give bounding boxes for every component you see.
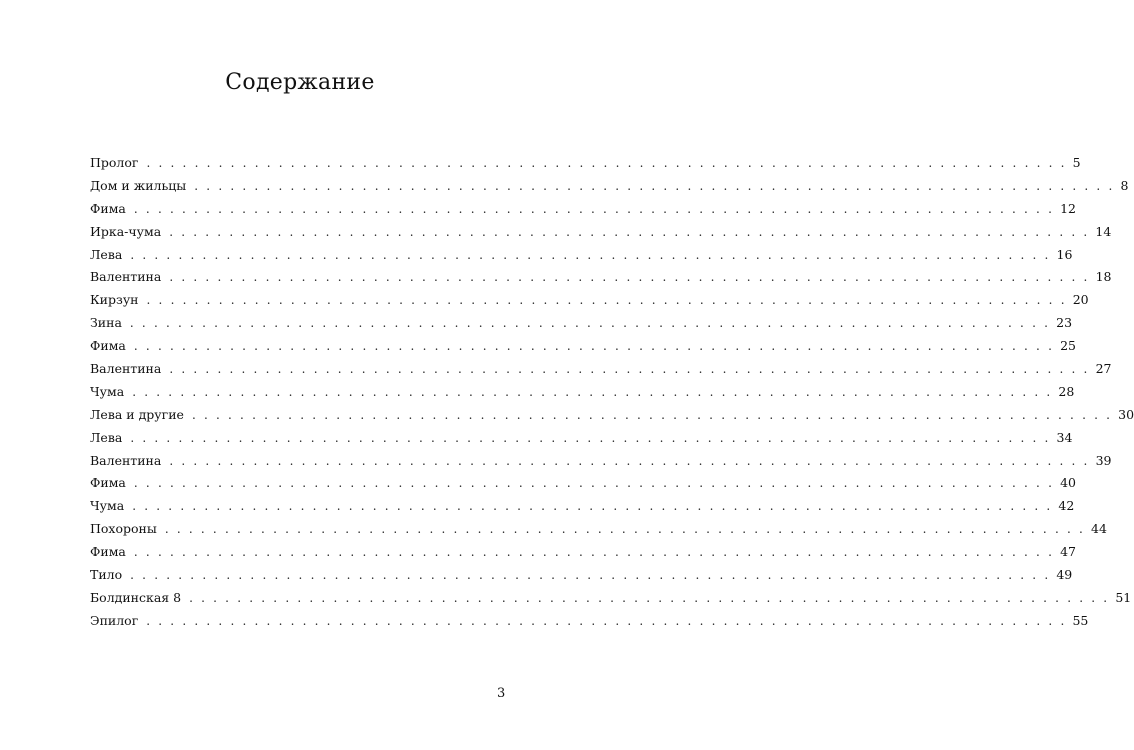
toc-entry-title: Болдинская 8 bbox=[90, 589, 182, 605]
toc-entry-page: 18 bbox=[1095, 269, 1112, 285]
toc-entry-title: Пролог bbox=[90, 155, 139, 170]
toc-dot-leader: . . . . . . . . . . . . . . . . . . . . . . . . . . . . . . . . . . . . . . . . . . . . . . . . . . . . . . . . . . . . . . . . . . . . . . . . . . . . . bbox=[133, 201, 1055, 216]
toc-dot-leader: . . . . . . . . . . . . . . . . . . . . . . . . . . . . . . . . . . . . . . . . . . . . . . . . . . . . . . . . . . . . . . . . . . . . . . . . . . . . . bbox=[146, 156, 1067, 170]
toc-entry bbox=[90, 427, 1073, 450]
toc-entry bbox=[90, 312, 1073, 335]
toc-entry-page: 12 bbox=[1060, 200, 1077, 216]
toc-dot-leader: . . . . . . . . . . . . . . . . . . . . . . . . . . . . . . . . . . . . . . . . . . . . . . . . . . . . . . . . . . . . . . . . . . . . . . . . . . . . . bbox=[132, 499, 1053, 514]
page-title: Содержание bbox=[225, 70, 375, 95]
toc-dot-leader: . . . . . . . . . . . . . . . . . . . . . . . . . . . . . . . . . . . . . . . . . . . . . . . . . . . . . . . . . . . . . . . . . . . . . . . . . . . . . bbox=[169, 270, 1090, 285]
toc-entry bbox=[90, 266, 1112, 289]
toc-entry bbox=[90, 564, 1073, 587]
toc-dot-leader: . . . . . . . . . . . . . . . . . . . . . . . . . . . . . . . . . . . . . . . . . . . . . . . . . . . . . . . . . . . . . . . . . . . . . . . . . . . . . bbox=[133, 339, 1055, 354]
toc-entry-title: Валентина bbox=[90, 269, 162, 285]
toc-entry-title: Фима bbox=[90, 338, 126, 354]
toc-entry-title: Валентина bbox=[90, 452, 162, 468]
toc-entry-title: Лева и другие bbox=[90, 406, 184, 422]
toc-dot-leader: . . . . . . . . . . . . . . . . . . . . . . . . . . . . . . . . . . . . . . . . . . . . . . . . . . . . . . . . . . . . . . . . . . . . . . . . . . . . . bbox=[189, 590, 1110, 605]
toc-entry bbox=[90, 244, 1073, 267]
toc-entry bbox=[90, 541, 1077, 564]
toc-dot-leader: . . . . . . . . . . . . . . . . . . . . . . . . . . . . . . . . . . . . . . . . . . . . . . . . . . . . . . . . . . . . . . . . . . . . . . . . . . . . . bbox=[164, 522, 1086, 537]
toc-dot-leader: . . . . . . . . . . . . . . . . . . . . . . . . . . . . . . . . . . . . . . . . . . . . . . . . . . . . . . . . . . . . . . . . . . . . . . . . . . . . . bbox=[133, 476, 1055, 491]
toc-dot-leader: . . . . . . . . . . . . . . . . . . . . . . . . . . . . . . . . . . . . . . . . . . . . . . . . . . . . . . . . . . . . . . . . . . . . . . . . . . . . . bbox=[132, 384, 1053, 399]
toc-entry bbox=[90, 175, 1129, 198]
toc-entry-page: 8 bbox=[1120, 177, 1129, 193]
toc-entry-page: 5 bbox=[1072, 155, 1081, 170]
toc-entry bbox=[90, 152, 1081, 175]
toc-entry-page: 28 bbox=[1058, 383, 1075, 399]
toc-dot-leader: . . . . . . . . . . . . . . . . . . . . . . . . . . . . . . . . . . . . . . . . . . . . . . . . . . . . . . . . . . . . . . . . . . . . . . . . . . . . . bbox=[169, 224, 1090, 239]
toc-entry-page: 44 bbox=[1091, 521, 1107, 537]
toc-entry bbox=[90, 221, 1112, 244]
toc-entry bbox=[90, 404, 1134, 427]
toc-entry-page: 30 bbox=[1118, 406, 1134, 422]
toc-entry-page: 39 bbox=[1095, 452, 1112, 468]
toc-entry bbox=[90, 610, 1089, 633]
toc-dot-leader: . . . . . . . . . . . . . . . . . . . . . . . . . . . . . . . . . . . . . . . . . . . . . . . . . . . . . . . . . . . . . . . . . . . . . . . . . . . . . bbox=[146, 613, 1067, 628]
toc-entry-page: 47 bbox=[1060, 544, 1077, 560]
toc-entry bbox=[90, 335, 1077, 358]
table-of-contents bbox=[90, 152, 1134, 633]
toc-entry-title: Лева bbox=[90, 246, 123, 262]
toc-entry-title: Валентина bbox=[90, 361, 162, 377]
toc-entry bbox=[90, 198, 1077, 221]
toc-entry-title: Лева bbox=[90, 429, 123, 445]
toc-entry-title: Фима bbox=[90, 544, 126, 560]
toc-entry-page: 34 bbox=[1056, 429, 1073, 445]
toc-entry-page: 16 bbox=[1056, 246, 1073, 262]
toc-entry bbox=[90, 289, 1089, 312]
toc-dot-leader: . . . . . . . . . . . . . . . . . . . . . . . . . . . . . . . . . . . . . . . . . . . . . . . . . . . . . . . . . . . . . . . . . . . . . . . . . . . . . bbox=[194, 178, 1115, 193]
toc-entry bbox=[90, 358, 1112, 381]
toc-entry bbox=[90, 450, 1112, 473]
toc-entry bbox=[90, 518, 1107, 541]
toc-dot-leader: . . . . . . . . . . . . . . . . . . . . . . . . . . . . . . . . . . . . . . . . . . . . . . . . . . . . . . . . . . . . . . . . . . . . . . . . . . . . . bbox=[146, 293, 1067, 308]
toc-entry-page: 27 bbox=[1095, 361, 1112, 377]
toc-dot-leader: . . . . . . . . . . . . . . . . . . . . . . . . . . . . . . . . . . . . . . . . . . . . . . . . . . . . . . . . . . . . . . . . . . . . . . . . . . . . . bbox=[129, 316, 1051, 331]
page-number: 3 bbox=[497, 686, 506, 701]
toc-entry-page: 55 bbox=[1072, 612, 1089, 628]
toc-dot-leader: . . . . . . . . . . . . . . . . . . . . . . . . . . . . . . . . . . . . . . . . . . . . . . . . . . . . . . . . . . . . . . . . . . . . . . . . . . . . . bbox=[191, 407, 1113, 422]
toc-entry bbox=[90, 587, 1132, 610]
toc-dot-leader: . . . . . . . . . . . . . . . . . . . . . . . . . . . . . . . . . . . . . . . . . . . . . . . . . . . . . . . . . . . . . . . . . . . . . . . . . . . . . bbox=[133, 545, 1055, 560]
toc-entry-page: 42 bbox=[1058, 498, 1075, 514]
toc-entry-title: Чума bbox=[90, 498, 125, 514]
toc-entry-title: Тило bbox=[90, 567, 123, 583]
toc-entry-title: Похороны bbox=[90, 521, 157, 537]
toc-dot-leader: . . . . . . . . . . . . . . . . . . . . . . . . . . . . . . . . . . . . . . . . . . . . . . . . . . . . . . . . . . . . . . . . . . . . . . . . . . . . . bbox=[169, 453, 1090, 468]
toc-dot-leader: . . . . . . . . . . . . . . . . . . . . . . . . . . . . . . . . . . . . . . . . . . . . . . . . . . . . . . . . . . . . . . . . . . . . . . . . . . . . . bbox=[130, 568, 1051, 583]
toc-entry-title: Фима bbox=[90, 200, 126, 216]
toc-entry-title: Кирзун bbox=[90, 292, 139, 308]
toc-entry bbox=[90, 472, 1077, 495]
toc-entry-page: 23 bbox=[1056, 315, 1073, 331]
toc-entry bbox=[90, 495, 1075, 518]
toc-entry-page: 40 bbox=[1060, 475, 1077, 491]
toc-entry bbox=[90, 381, 1075, 404]
toc-dot-leader: . . . . . . . . . . . . . . . . . . . . . . . . . . . . . . . . . . . . . . . . . . . . . . . . . . . . . . . . . . . . . . . . . . . . . . . . . . . . . bbox=[130, 430, 1051, 445]
toc-entry-title: Зина bbox=[90, 315, 122, 331]
toc-entry-title: Эпилог bbox=[90, 612, 139, 628]
toc-entry-title: Дом и жильцы bbox=[90, 177, 187, 193]
toc-entry-title: Ирка-чума bbox=[90, 223, 162, 239]
toc-entry-page: 51 bbox=[1115, 589, 1132, 605]
toc-dot-leader: . . . . . . . . . . . . . . . . . . . . . . . . . . . . . . . . . . . . . . . . . . . . . . . . . . . . . . . . . . . . . . . . . . . . . . . . . . . . . bbox=[130, 247, 1051, 262]
toc-entry-title: Чума bbox=[90, 383, 125, 399]
toc-entry-title: Фима bbox=[90, 475, 126, 491]
toc-entry-page: 49 bbox=[1056, 567, 1073, 583]
toc-entry-page: 25 bbox=[1060, 338, 1077, 354]
toc-entry-page: 20 bbox=[1072, 292, 1089, 308]
toc-dot-leader: . . . . . . . . . . . . . . . . . . . . . . . . . . . . . . . . . . . . . . . . . . . . . . . . . . . . . . . . . . . . . . . . . . . . . . . . . . . . . bbox=[169, 362, 1090, 377]
toc-entry-page: 14 bbox=[1095, 223, 1112, 239]
